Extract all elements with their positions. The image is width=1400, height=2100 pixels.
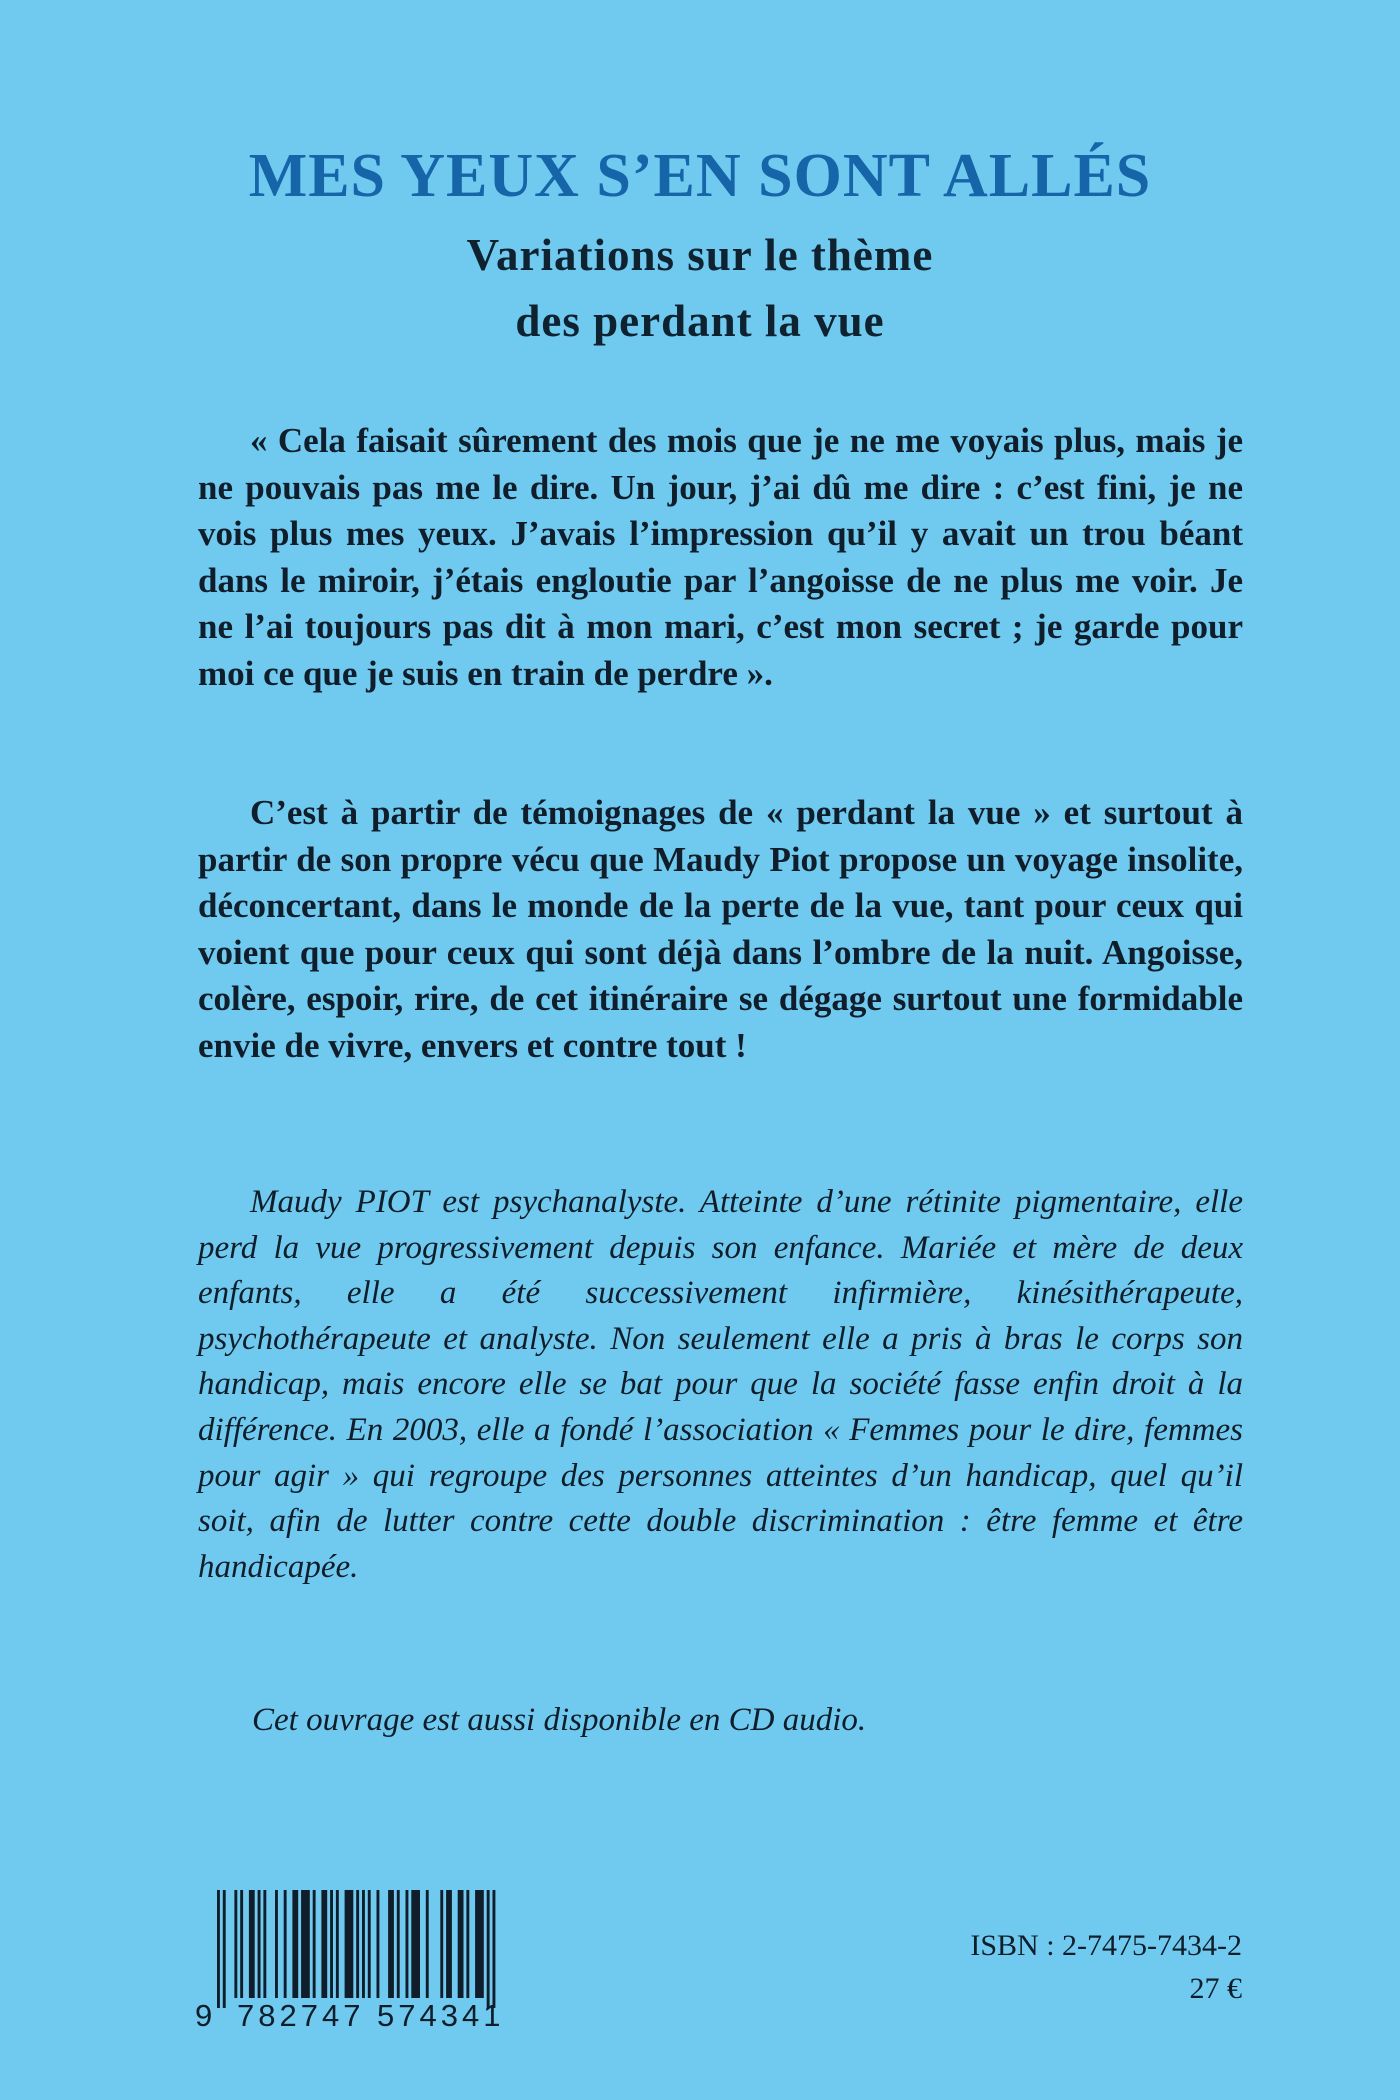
barcode-first-digit: 9	[195, 1998, 217, 2033]
quote-paragraph: « Cela faisait sûrement des mois que je ne me voyais plus, mais je ne pouvais pas me le dire. Un jour, j’ai dû me dire : c’est fini, je ne vois plus mes yeux. J’avais l’impression qu’il y avait un trou béant dans le miroir, j’étais engloutie par l’angoisse de ne plus me voir. Je ne l’ai toujours pas dit à mon mari, c’est mon secret ; je garde pour moi ce que je suis en train de perdre ».	[198, 421, 1243, 693]
barcode-bar	[458, 1890, 464, 1998]
barcode-bar	[258, 1890, 261, 1998]
barcode-bar	[234, 1890, 237, 1998]
barcode-bar	[411, 1890, 420, 1998]
barcode-group-1: 782747	[237, 1998, 365, 2033]
barcode-bar	[275, 1890, 278, 1998]
barcode-bar	[377, 1890, 380, 1998]
barcode-bar	[446, 1890, 452, 1998]
author-bio-paragraph: Maudy PIOT est psychanalyste. Atteinte d’une rétinite pigmentaire, elle perd la vue progressivement depuis son enfance. Mariée et mère de deux enfants, elle a été successivement infirmière, kinésithérapeute, psychothérapeute et analyste. Non seulement elle a pris à bras le corps son handicap, mais encore elle se bat pour que la société fasse enfin droit à la différence. En 2003, elle a fondé l’association « Femmes pour le dire, femmes pour agir » qui regroupe des personnes atteintes d’un handicap, quel qu’il soit, afin de lutter contre cette double discrimination : être femme et être handicapée.	[198, 1184, 1243, 1585]
barcode-bar	[313, 1890, 316, 1998]
barcode-bar	[368, 1890, 371, 1998]
barcode-bar	[493, 1890, 496, 2008]
barcode-bar	[388, 1890, 394, 1998]
barcode-bar	[249, 1890, 255, 1998]
audio-availability-note: Cet ouvrage est aussi disponible en CD audio.	[252, 1702, 867, 1738]
barcode-bar	[426, 1890, 429, 1998]
barcode-bar	[362, 1890, 365, 1998]
barcode-digits	[195, 1998, 520, 2040]
barcode-bar	[345, 1890, 354, 1998]
barcode-bar	[292, 1890, 298, 1998]
barcode-bar	[487, 1890, 490, 2008]
price-text: 27 €	[1189, 1972, 1242, 2005]
barcode-bar	[217, 1890, 220, 2008]
barcode-bar	[466, 1890, 469, 1998]
barcode-bar	[223, 1890, 226, 2008]
subtitle-line-1: Variations sur le thème	[466, 230, 934, 280]
barcode-bar	[356, 1890, 359, 1998]
barcode-bar	[475, 1890, 484, 1998]
barcode-bar	[406, 1890, 409, 1998]
isbn-text: ISBN : 2-7475-7434-2	[970, 1929, 1242, 1962]
book-subtitle	[0, 222, 1400, 354]
barcode-group-2: 574341	[377, 1998, 505, 2033]
barcode-bar	[397, 1890, 400, 1998]
barcode-bar	[263, 1890, 266, 1998]
barcode-bar	[284, 1890, 287, 1998]
barcode-bar	[240, 1890, 243, 1998]
barcode-bar	[301, 1890, 310, 1998]
barcode-bar	[336, 1890, 339, 1998]
barcode-bar	[440, 1890, 443, 1998]
barcode-bar	[321, 1890, 327, 1998]
book-title: MES YEUX S’EN SONT ALLÉS	[248, 142, 1152, 210]
barcode-bar	[330, 1890, 333, 1998]
subtitle-line-2: des perdant la vue	[515, 296, 885, 346]
description-paragraph: C’est à partir de témoignages de « perdant la vue » et surtout à partir de son propre vécu que Maudy Piot propose un voyage insolite, déconcertant, dans le monde de la perte de la vue, tant pour ceux qui voient que pour ceux qui sont déjà dans l’ombre de la nuit. Angoisse, colère, espoir, rire, de cet itinéraire se dégage surtout une formidable envie de vivre, envers et contre tout !	[198, 793, 1243, 1065]
isbn-barcode	[195, 1890, 520, 2040]
